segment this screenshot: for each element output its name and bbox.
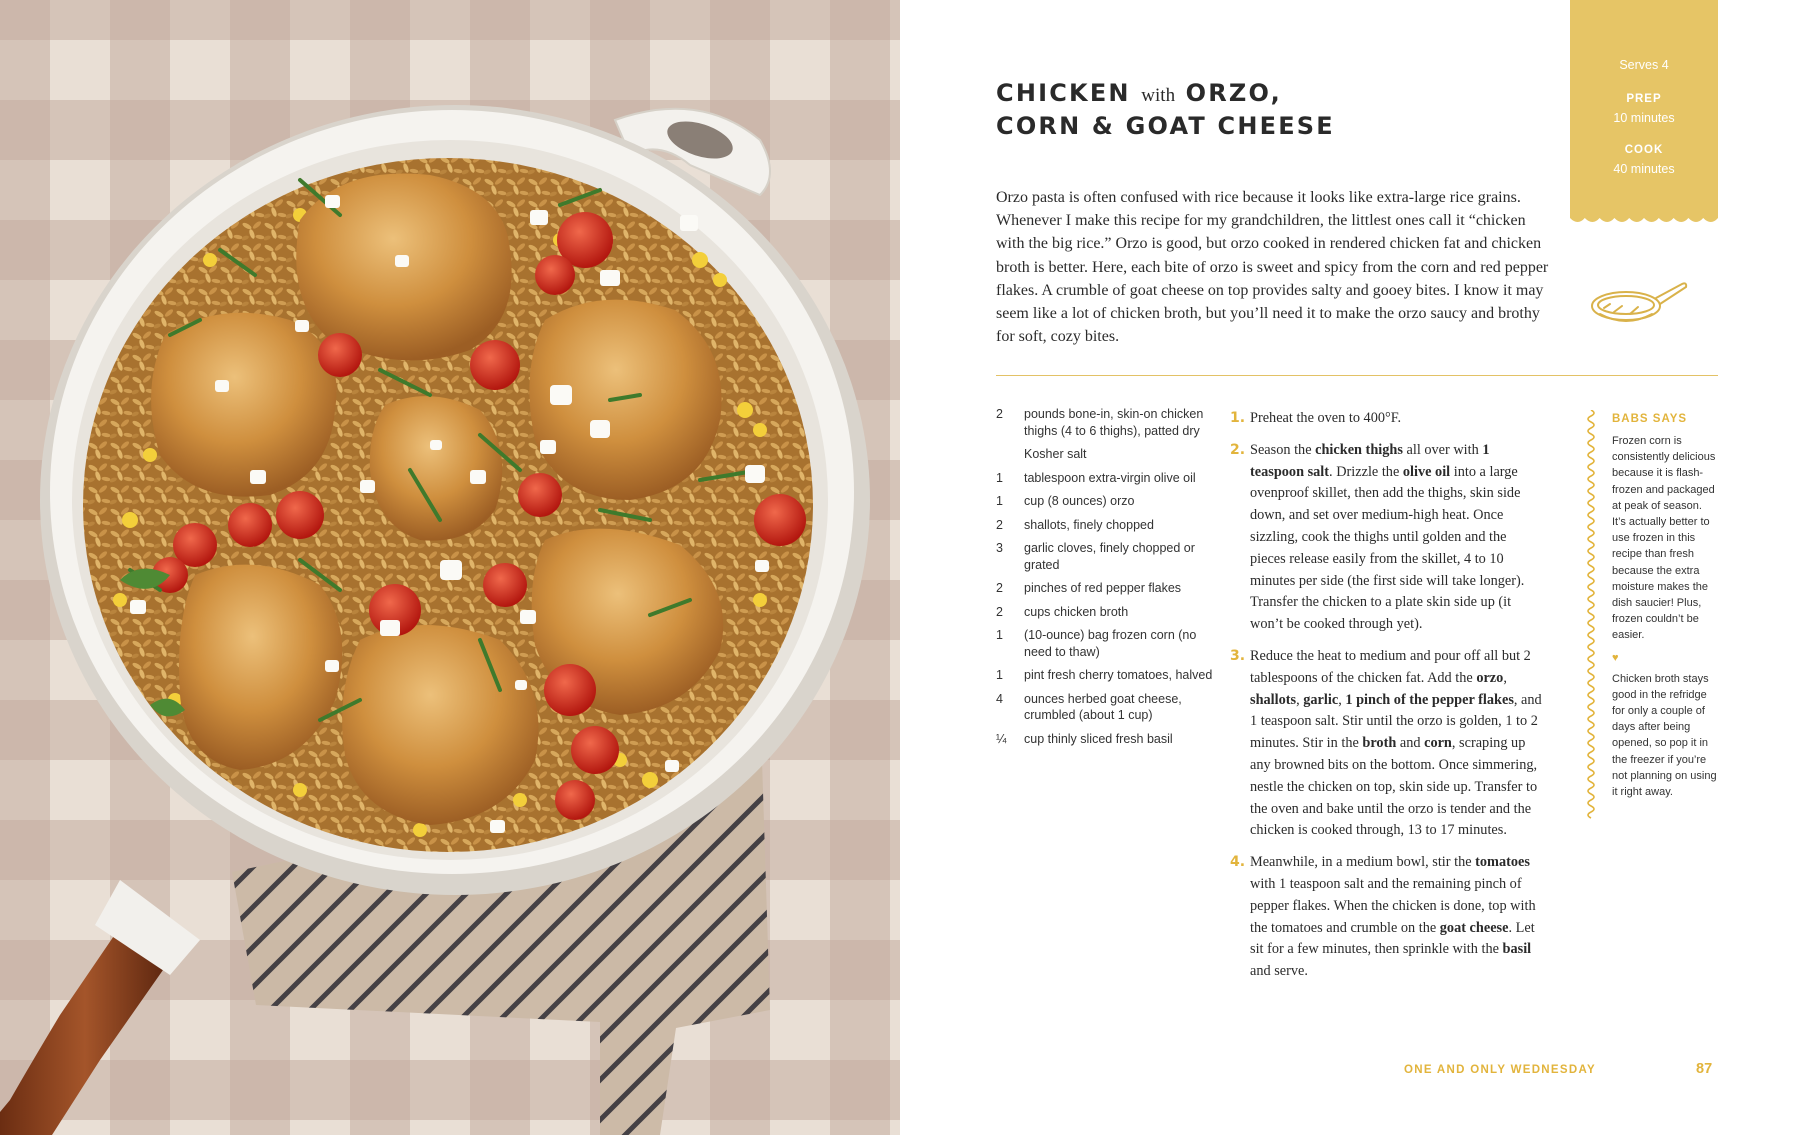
recipe-intro: Orzo pasta is often confused with rice because it looks like extra-large rice grains. Whenever I make this recipe for my grandchildren, the littlest ones call it “chicken with the big rice.” Orzo is good, but orzo cooked in rendered chicken fat and chicken broth is better. Here, each bite of orzo is sweet and spicy from the corn and red pepper flakes. A crumble of goat cheese on top provides salty and gooey bites. I know it may seem like a lot of chicken broth, but you’ll need it to make the orzo saucy and brothy for soft, cozy bites.: [996, 189, 1549, 346]
step-highlight: olive oil: [1402, 463, 1451, 480]
ingredient-item: [996, 406, 1218, 439]
ingredient-qty: 2: [996, 517, 1003, 532]
ingredient-item: [996, 731, 1218, 748]
ingredient-text: (10-ounce) bag frozen corn (no need to thaw): [1024, 628, 1197, 659]
wavy-line-icon: [1584, 410, 1598, 822]
step-text: , and 1 teaspoon salt. Stir until the orzo is golden, 1 to 2 minutes. Stir in the: [1250, 691, 1542, 752]
ingredient-item: [996, 627, 1218, 660]
step-highlight: shallots: [1250, 691, 1297, 708]
method-step: [1230, 852, 1545, 983]
recipe-page: [900, 0, 1800, 1135]
method-steps: [1230, 408, 1545, 993]
step-highlight: goat cheese: [1439, 919, 1509, 936]
step-number: 4.: [1230, 854, 1246, 871]
step-text: with 1 teaspoon salt and the remaining pinch of pepper flakes. When the chicken is done, top with the tomatoes and crumble on the: [1250, 875, 1536, 936]
step-highlight: broth: [1362, 735, 1397, 752]
step-text: . Let sit for a few minutes, then sprinkle with the: [1250, 919, 1535, 958]
title-line2: CORN & GOAT CHEESE: [996, 112, 1335, 140]
ingredient-item: [996, 604, 1218, 621]
ingredient-item: [996, 493, 1218, 510]
step-number: 1.: [1230, 410, 1246, 426]
ingredient-item: [996, 470, 1218, 487]
ingredient-item: [996, 540, 1218, 573]
step-text: ,: [1503, 669, 1507, 686]
step-highlight: corn: [1424, 735, 1452, 752]
title-orzo: ORZO,: [1185, 79, 1282, 107]
ingredient-qty: 1: [996, 628, 1003, 642]
ingredient-qty: 1: [996, 470, 1003, 485]
step-text: Reduce the heat to medium and pour off all but 2 tablespoons of the chicken fat. Add the: [1250, 647, 1531, 686]
ingredient-text: pounds bone-in, skin-on chicken thighs (4 to 6 thighs), patted dry: [1024, 407, 1204, 438]
ingredient-text: Kosher salt: [1024, 447, 1087, 461]
ingredient-qty: 3: [996, 541, 1003, 555]
ingredient-item: [996, 580, 1218, 597]
page-number: 87: [1696, 1061, 1713, 1077]
recipe-title: [996, 78, 1335, 141]
heart-icon: ♥: [1612, 651, 1619, 664]
ingredient-item: [996, 667, 1218, 684]
ingredient-qty: 2: [996, 407, 1003, 421]
section-divider: [996, 375, 1718, 376]
ingredient-text: cup (8 ounces) orzo: [1024, 494, 1135, 508]
cook-label: COOK: [1624, 144, 1664, 156]
method-step: [1230, 646, 1545, 842]
ingredient-text: pinches of red pepper flakes: [1024, 581, 1182, 595]
ingredient-text: cups chicken broth: [1024, 604, 1129, 619]
babs-says-sidebar: [1612, 413, 1718, 800]
step-text: and: [1396, 735, 1425, 752]
step-text: . Drizzle the: [1329, 463, 1403, 480]
step-number: 3.: [1230, 647, 1246, 664]
babs-says-title: BABS SAYS: [1612, 413, 1688, 425]
ingredient-text: shallots, finely chopped: [1024, 517, 1154, 532]
step-highlight: garlic: [1303, 691, 1339, 708]
ingredient-item: [996, 517, 1218, 534]
serves-value: Serves 4: [1619, 58, 1669, 72]
ingredient-qty: ¼: [996, 731, 1007, 746]
ingredient-text: garlic cloves, finely chopped or grated: [1024, 541, 1195, 572]
ingredient-text: cup thinly sliced fresh basil: [1024, 731, 1173, 746]
ingredient-qty: 4: [996, 691, 1003, 706]
step-highlight: basil: [1502, 941, 1532, 958]
step-text: ,: [1338, 691, 1346, 708]
title-with: with: [1141, 85, 1176, 106]
skillet-icon: [1590, 276, 1690, 336]
ingredient-text: tablespoon extra-virgin olive oil: [1024, 470, 1196, 485]
step-text: Preheat the oven to 400°F.: [1250, 410, 1402, 426]
step-highlight: 1 pinch of the pepper flakes: [1345, 691, 1514, 708]
ingredient-qty: 2: [996, 604, 1003, 619]
cook-value: 40 minutes: [1613, 162, 1675, 176]
step-text: into a large ovenproof skillet, then add the thighs, skin side down, and set over medium-high heat. Once sizzling, cook the thighs until golden and the pieces release easily from the skillet, 4 to 10 minutes per side (the first side will take longer). Transfer the chicken to a plate skin side up (it won’t be cooked through yet).: [1250, 463, 1525, 633]
step-text: all over with: [1402, 441, 1483, 458]
ingredient-qty: [996, 446, 1024, 463]
step-number: 2.: [1230, 441, 1246, 458]
step-text: , scraping up any browned bits on the bottom. Once simmering, nestle the chicken on top, skin side up. Transfer to the oven and bake until the orzo is tender and the chicken is cooked through, 13 to 17 minutes.: [1250, 735, 1538, 839]
step-highlight: tomatoes: [1475, 854, 1530, 871]
babs-tip-broth: Chicken broth stays good in the refridge for only a couple of days after being opened, so pop it in the freezer if you’re not planning on using it right away.: [1612, 672, 1717, 799]
recipe-info-tab: [1570, 0, 1718, 226]
method-step: [1230, 440, 1545, 636]
ingredient-qty: 1: [996, 668, 1003, 682]
ingredient-text: ounces herbed goat cheese, crumbled (about 1 cup): [1024, 691, 1182, 722]
ingredient-item: [996, 446, 1218, 463]
title-chicken: CHICKEN: [996, 79, 1131, 107]
step-text: Season the: [1250, 441, 1316, 458]
step-text: Meanwhile, in a medium bowl, stir the: [1250, 854, 1476, 871]
step-highlight: chicken thighs: [1315, 441, 1403, 458]
ingredient-text: pint fresh cherry tomatoes, halved: [1024, 668, 1213, 682]
babs-tip-corn: Frozen corn is consistently delicious because it is flash-frozen and packaged at peak of season. It’s actually better to use frozen in this recipe than fresh because the extra moisture makes the dish saucier! Plus, frozen couldn’t be easier.: [1612, 435, 1716, 642]
step-text: and serve.: [1250, 963, 1308, 980]
method-step: [1230, 408, 1545, 430]
ingredient-qty: 1: [996, 494, 1003, 508]
chapter-name: ONE AND ONLY WEDNESDAY: [1404, 1064, 1596, 1076]
ingredients-list: [996, 406, 1218, 754]
step-highlight: orzo: [1476, 669, 1504, 686]
ingredient-item: [996, 691, 1218, 724]
prep-label: PREP: [1626, 93, 1662, 105]
step-text: ,: [1296, 691, 1304, 708]
ingredient-qty: 2: [996, 581, 1003, 595]
step-highlight: 1 teaspoon salt: [1250, 441, 1490, 480]
prep-value: 10 minutes: [1613, 111, 1675, 125]
